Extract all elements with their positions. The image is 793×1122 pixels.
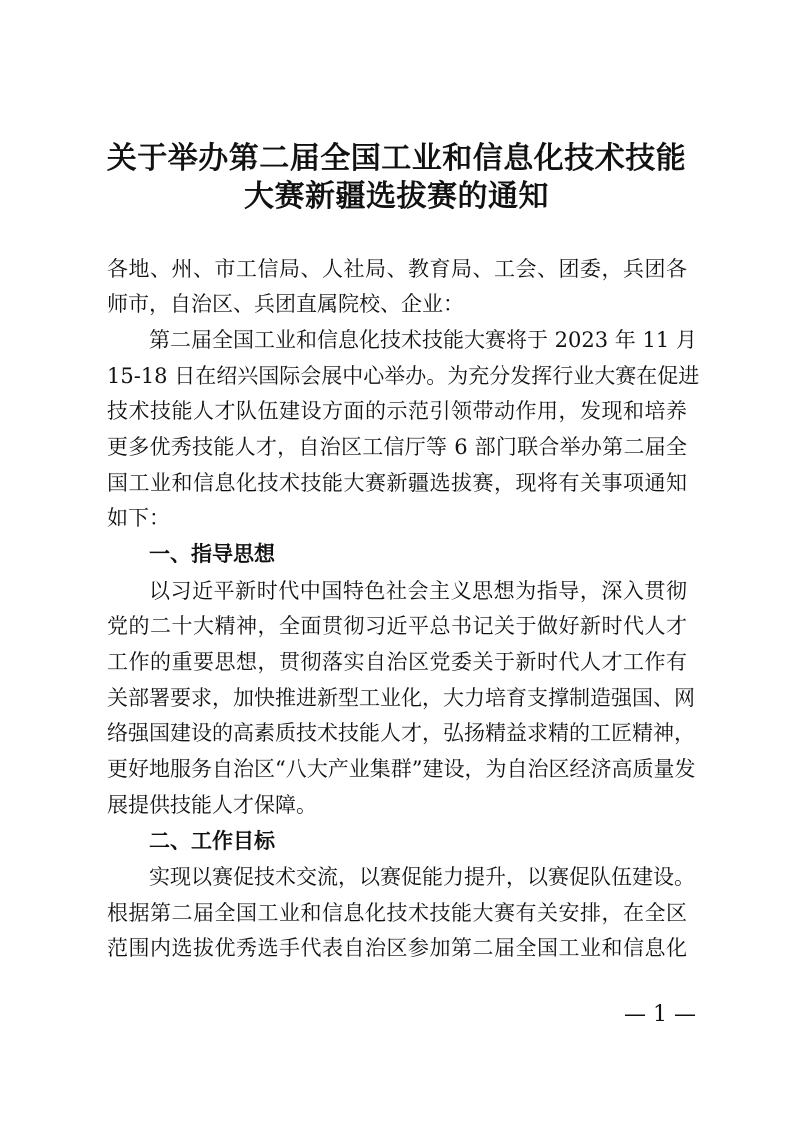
intro-line-6: 如下： [107,506,170,530]
section-1-line-6: 更好地服务自治区“八大产业集群”建设，为自治区经济高质量发 [107,757,696,781]
intro-line-5: 国工业和信息化技术技能大赛新疆选拔赛，现将有关事项通知 [107,471,687,495]
document-title-line-2: 大赛新疆选拔赛的通知 [244,179,549,214]
section-1-heading: 一、指导思想 [149,542,275,566]
section-1-line-2: 党的二十大精神，全面贯彻习近平总书记关于做好新时代人才 [107,614,687,638]
section-2-line-1: 实现以赛促技术交流，以赛促能力提升，以赛促队伍建设。 [149,865,695,889]
section-1-line-7: 展提供技能人才保障。 [107,793,317,817]
intro-line-1: 第二届全国工业和信息化技术技能大赛将于 2023 年 11 月 [149,328,697,352]
intro-line-4: 更多优秀技能人才，自治区工信厅等 6 部门联合举办第二届全 [107,435,687,459]
intro-line-2: 15-18 日在绍兴国际会展中心举办。为充分发挥行业大赛在促进 [107,364,700,388]
document-title-line-1: 关于举办第二届全国工业和信息化技术技能 [106,141,687,176]
page-number: — 1 — [624,1002,696,1027]
recipients-line-2: 师市，自治区、兵团直属院校、企业： [107,292,464,316]
section-2-line-3: 范围内选拔优秀选手代表自治区参加第二届全国工业和信息化 [107,936,687,960]
section-1-line-3: 工作的重要思想，贯彻落实自治区党委关于新时代人才工作有 [107,650,687,674]
intro-line-3: 技术技能人才队伍建设方面的示范引领带动作用，发现和培养 [107,399,687,423]
section-2-heading: 二、工作目标 [149,829,275,853]
section-1-line-1: 以习近平新时代中国特色社会主义思想为指导，深入贯彻 [149,579,687,603]
section-2-line-2: 根据第二届全国工业和信息化技术技能大赛有关安排，在全区 [107,901,687,925]
section-1-line-5: 络强国建设的高素质技术技能人才，弘扬精益求精的工匠精神， [107,721,695,745]
recipients-line-1: 各地、州、市工信局、人社局、教育局、工会、团委，兵团各 [107,257,687,281]
section-1-line-4: 关部署要求，加快推进新型工业化，大力培育支撑制造强国、网 [107,686,695,710]
